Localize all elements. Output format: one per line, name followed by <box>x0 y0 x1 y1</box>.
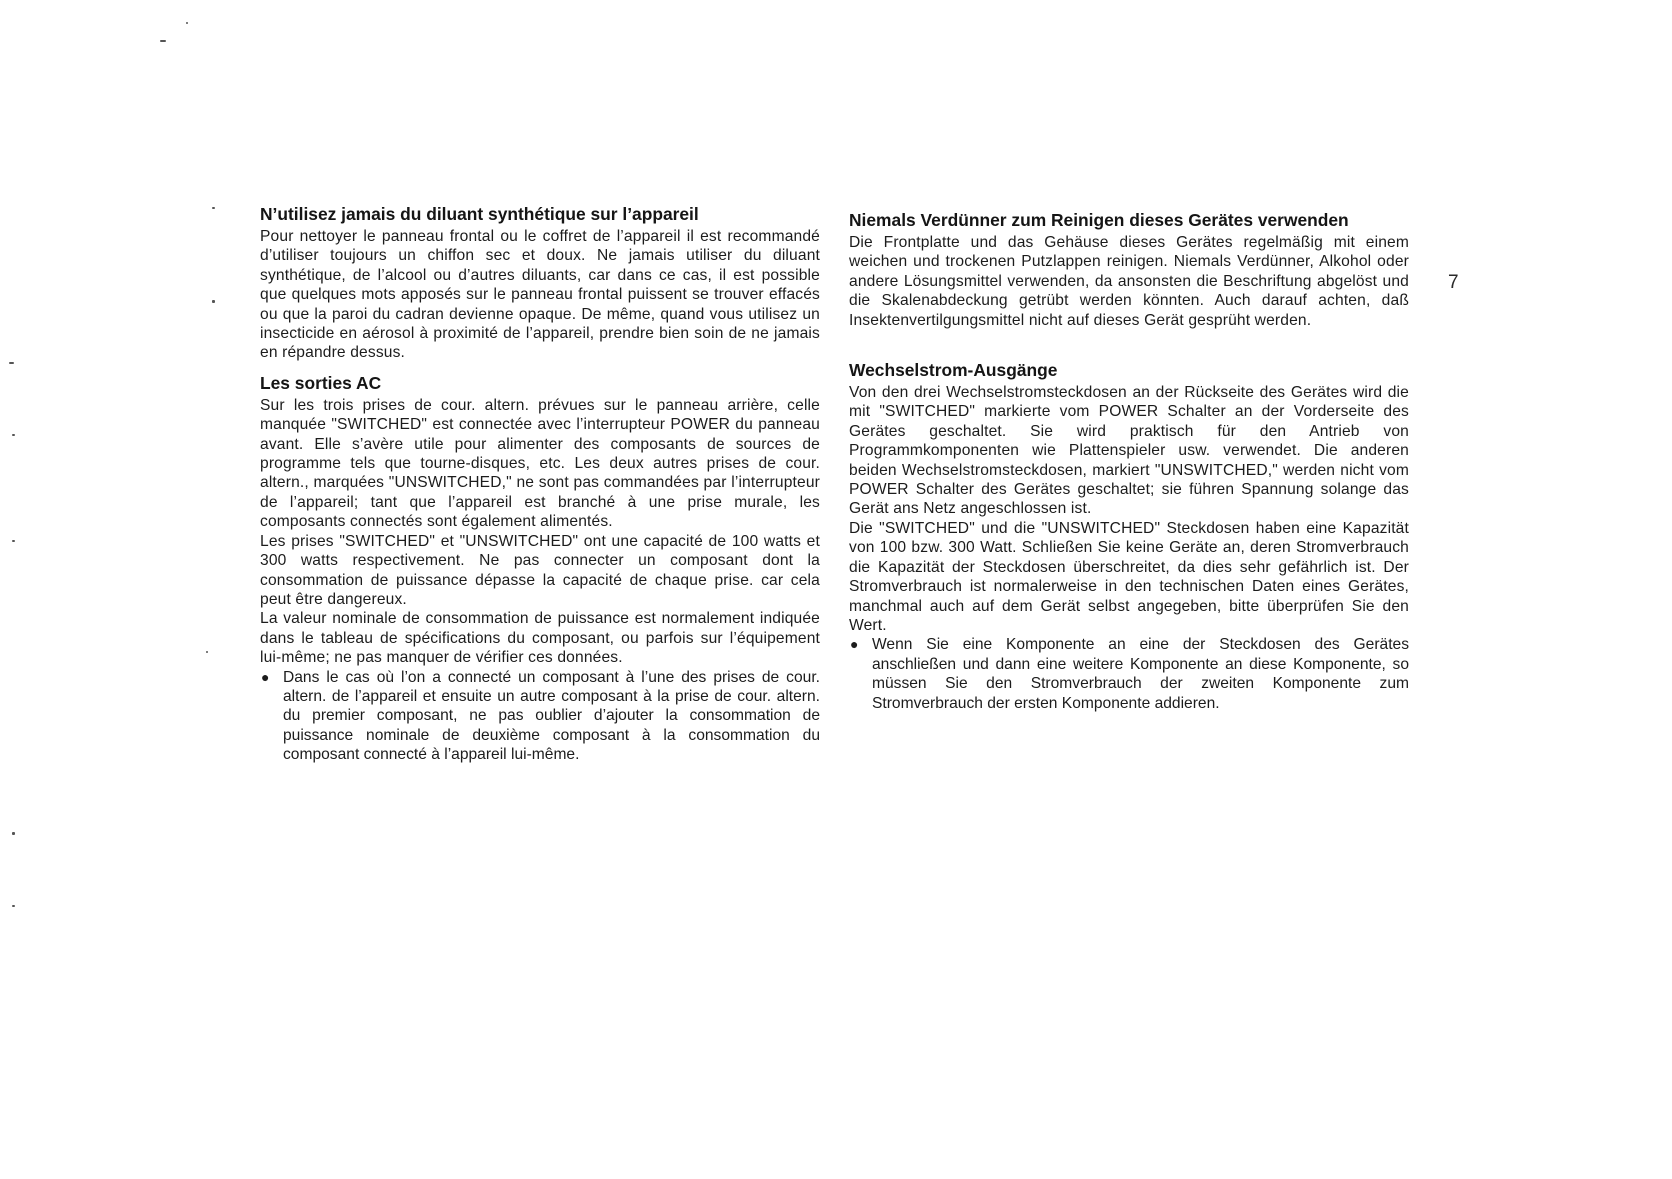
french-section-cleaning <box>260 204 820 363</box>
scan-speck <box>12 832 15 835</box>
scan-speck <box>212 300 215 303</box>
french-ac-outlets-paragraph-2: Les prises "SWITCHED" et "UNSWITCHED" ont une capacité de 100 watts et 300 watts respectivement. Ne pas connecter un composant dont la consommation de puissance dépasse la capacité de chaque prise. car cela peut être dangereux. <box>260 532 820 608</box>
german-cleaning-heading: Niemals Verdünner zum Reinigen dieses Gerätes verwenden <box>849 210 1349 230</box>
french-bullet-text: Dans le cas où l’on a connecté un composant à l’une des prises de cour. altern. de l’appareil et ensuite un autre composant à la prise de cour. altern. du premier composant, ne pas oublier d’ajouter la consommation de puissance nominale de deuxième composant à la consommation du composant connecté à l’appareil lui-même. <box>283 668 820 764</box>
german-column <box>849 210 1409 713</box>
french-ac-outlets-paragraph-3: La valeur nominale de consommation de puissance est normalement indiquée dans le tableau de spécifications du composant, ou parfois sur l’équipement lui-même; ne pas manquer de vérifier ces données. <box>260 610 820 667</box>
french-ac-outlets-paragraph-1: Sur les trois prises de cour. altern. prévues sur le panneau arrière, celle manquée "SWITCHED" est connectée avec l’interrupteur POWER du panneau avant. Elle s’avère utile pour alimenter des composants de sources de programme tels que tourne-disques, etc. Les deux autres prises de cour. altern., marquées "UNSWITCHED," ne sont pas commandées par l’interrupteur de l’appareil; tant que l’appareil est branché à une prise murale, les composants connectés sont également alimentés. <box>260 396 820 531</box>
scan-speck <box>212 207 215 209</box>
french-cleaning-heading: N’utilisez jamais du diluant synthétique sur l’appareil <box>260 204 699 224</box>
bullet-icon: ● <box>261 668 270 685</box>
german-ac-outlets-paragraph-2: Die "SWITCHED" und die "UNSWITCHED" Steckdosen haben eine Kapazität von 100 bzw. 300 Watt. Schließen Sie keine Geräte an, deren Stromverbrauch die Kapazität der Steckdosen überschreitet, da dies sehr gefährlich ist. Der Stromverbrauch ist normalerweise in den technischen Daten eines Gerätes, manchmal auch auf dem Gerät selbst angegeben, bitte überprüfen Sie den Wert. <box>849 519 1409 634</box>
scan-speck <box>12 905 15 907</box>
page-number: 7 <box>1448 272 1459 293</box>
german-cleaning-text: Die Frontplatte und das Gehäuse dieses Gerätes regelmäßig mit einem weichen und trockenen Putzlappen reinigen. Niemals Verdünner, Alkohol oder andere Lösungsmittel verwenden, da ansonsten die Beschriftung abgelöst und die Skalenabdeckung getrübt werden könnten. Auch darauf achten, daß Insektenvertilgungsmittel nicht auf dieses Gerät gesprüht werden. <box>849 234 1409 329</box>
french-ac-outlets-heading: Les sorties AC <box>260 372 382 393</box>
german-ac-outlets-paragraph-1: Von den drei Wechselstromsteckdosen an der Rückseite des Gerätes wird die mit "SWITCHED" markierte vom POWER Schalter an der Vorderseite des Gerätes geschaltet. Sie wird praktisch für den Antrieb von Programmkomponenten wie Plattenspieler usw. verwendet. Die anderen beiden Wechselstromsteckdosen, markiert "UNSWITCHED," werden nicht vom POWER Schalter des Gerätes geschaltet; sie führen Spannung solange das Gerät ans Netz angeschlossen ist. <box>849 384 1409 518</box>
french-column <box>260 204 820 765</box>
scan-speck <box>160 40 166 42</box>
french-section-ac-outlets <box>260 373 820 765</box>
german-section-ac-outlets <box>849 360 1409 713</box>
scan-speck <box>186 22 188 24</box>
french-bullet-item <box>260 668 820 765</box>
scan-speck <box>9 362 14 364</box>
bullet-icon: ● <box>850 636 859 653</box>
scan-speck <box>12 434 15 436</box>
german-bullet-item <box>849 635 1409 713</box>
german-section-cleaning <box>849 210 1409 330</box>
french-cleaning-text: Pour nettoyer le panneau frontal ou le coffret de l’appareil il est recommandé d’utiliser toujours un chiffon sec et doux. Ne jamais utiliser du diluant synthétique, de l’alcool ou d’autres diluants, car dans ce cas, il est possible que quelques mots apposés sur le panneau frontal puissent se trouver effacés ou que la paroi du cadran devienne opaque. De même, quand vous utilisez un insecticide en aérosol à proximité de l’appareil, prendre bien soin de ne jamais en répandre dessus. <box>260 228 820 362</box>
german-ac-outlets-heading: Wechselstrom-Ausgänge <box>849 360 1058 381</box>
scan-speck <box>206 651 208 653</box>
scan-speck <box>12 540 15 542</box>
german-bullet-text: Wenn Sie eine Komponente an eine der Steckdosen des Gerätes anschließen und dann eine weitere Komponente an diese Komponente, so müssen Sie den Stromverbrauch der zweiten Komponente zum Stromverbrauch der ersten Komponente addieren. <box>872 636 1409 712</box>
